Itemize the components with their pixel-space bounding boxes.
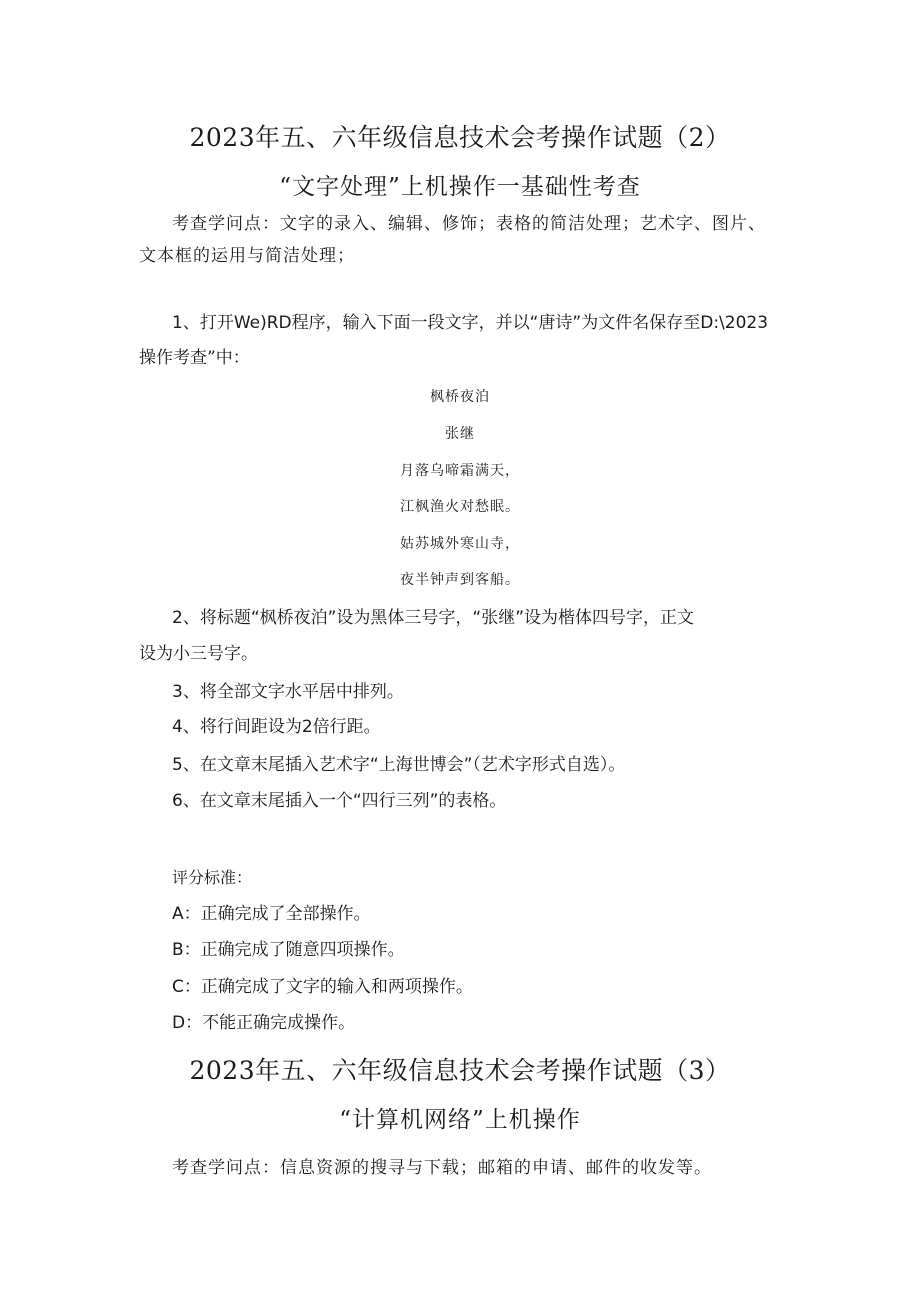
exam-title-2: 2023年五、六年级信息技术会考操作试题（2） bbox=[189, 123, 731, 152]
poem-author: 张继 bbox=[445, 426, 475, 442]
poem-title: 枫桥夜泊 bbox=[430, 389, 490, 405]
exam-subtitle-2: “文字处理”上机操作一基础性考查 bbox=[279, 174, 641, 200]
knowledge-points-line-3: 考查学问点：信息资源的搜寻与下载；邮箱的申请、邮件的收发等。 bbox=[172, 1158, 712, 1178]
task-2-line-2: 设为小三号字。 bbox=[139, 644, 258, 664]
task-2-line-1: 2、将标题“枫桥夜泊”设为黑体三号字，“张继”设为楷体四号字，正文 bbox=[172, 608, 695, 628]
task-3: 3、将全部文字水平居中排列。 bbox=[172, 682, 404, 702]
poem-line: 月落乌啼霜满天， bbox=[400, 463, 520, 479]
exam-subtitle-3: “计算机网络”上机操作 bbox=[339, 1107, 581, 1133]
task-6: 6、在文章末尾插入一个“四行三列”的表格。 bbox=[172, 791, 507, 811]
grading-item-a: A：正确完成了全部操作。 bbox=[172, 904, 371, 924]
grading-item-d: D：不能正确完成操作。 bbox=[172, 1013, 356, 1033]
task-1-line-2: 操作考查”中： bbox=[139, 348, 250, 368]
knowledge-points-line-1: 考查学问点：文字的录入、编辑、修饰；表格的简洁处理；艺术字、图片、 bbox=[172, 214, 766, 234]
exam-title-3: 2023年五、六年级信息技术会考操作试题（3） bbox=[189, 1056, 731, 1085]
task-4: 4、将行间距设为2倍行距。 bbox=[172, 717, 381, 737]
grading-item-c: C：正确完成了文字的输入和两项操作。 bbox=[172, 977, 473, 997]
grading-title: 评分标准： bbox=[172, 868, 253, 887]
grading-item-b: B：正确完成了随意四项操作。 bbox=[172, 940, 405, 960]
poem-line: 夜半钟声到客船。 bbox=[400, 572, 520, 588]
knowledge-points-line-2: 文本框的运用与简洁处理； bbox=[139, 246, 355, 266]
task-5: 5、在文章末尾插入艺术字“上海世博会”（艺术字形式自选）。 bbox=[172, 755, 626, 775]
task-1-line-1: 1、打开We)RD程序，输入下面一段文字，并以“唐诗”为文件名保存至D:\2023 bbox=[172, 313, 769, 333]
poem-line: 姑苏城外寒山寺， bbox=[400, 536, 520, 552]
poem-line: 江枫渔火对愁眠。 bbox=[400, 499, 520, 515]
